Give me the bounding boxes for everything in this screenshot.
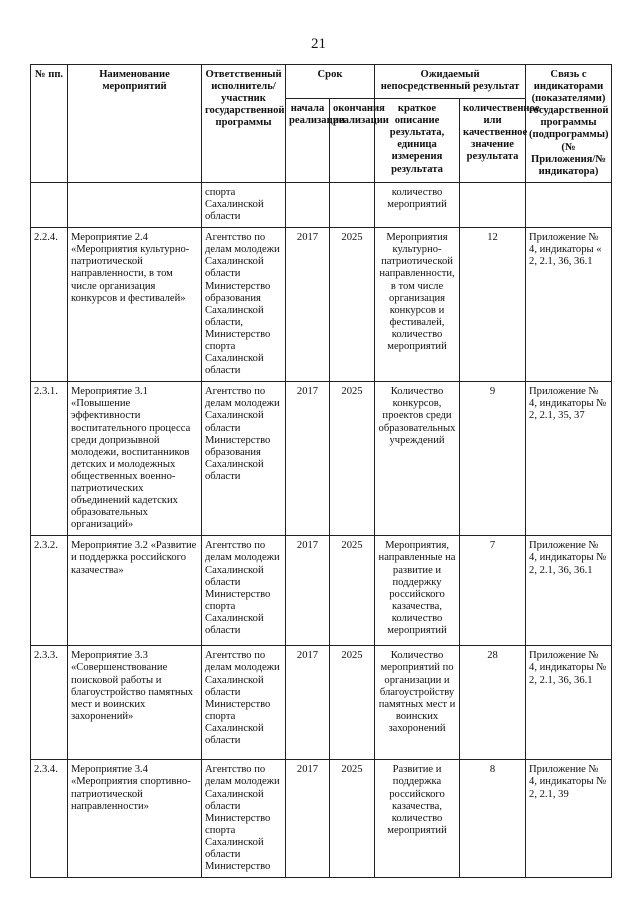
header-num: № пп. (31, 65, 68, 183)
row-end: 2025 (330, 536, 375, 646)
row-responsible: Агентство по делам молодежи Сахалинской области Министерство спорта Сахалинской области (202, 646, 286, 760)
row-name: Мероприятие 3.2 «Развитие и поддержка российского казачества» (68, 536, 202, 646)
row-name: Мероприятие 3.3 «Совершенствование поисковой работы и благоустройство памятных мест и воинских захоронений» (68, 646, 202, 760)
row-end (330, 182, 375, 227)
row-responsible: Агентство по делам молодежи Сахалинской области Министерство спорта Сахалинской области Министерство (202, 760, 286, 878)
row-value: 7 (460, 536, 526, 646)
header-term-start: начала реализации (286, 99, 330, 183)
row-desc: Количество мероприятий по организации и благоустройству памятных мест и воинских захоронений (375, 646, 460, 760)
header-row-1 (31, 65, 612, 99)
header-name: Наименование мероприятий (68, 65, 202, 183)
row-link: Приложение № 4, индикаторы № 2, 2.1, 35, 37 (526, 382, 612, 536)
page-number: 21 (311, 36, 326, 52)
row-num: 2.3.3. (31, 646, 68, 760)
row-link: Приложение № 4, индикаторы № 2, 2.1, 39 (526, 760, 612, 878)
header-expected-value: количественное или качественное значение результата (460, 99, 526, 183)
row-name: Мероприятие 3.1 «Повышение эффективности воспитательного процесса среди допризывной молодежи, воспитанников детских и молодежных общественных военно-патриотических объединений кадетских образовательных организаций» (68, 382, 202, 536)
table-row (31, 646, 612, 760)
measures-table (30, 64, 612, 878)
row-link: Приложение № 4, индикаторы « 2, 2.1, 36, 36.1 (526, 228, 612, 382)
row-responsible: Агентство по делам молодежи Сахалинской области Министерство образования Сахалинской области, Министерство спорта Сахалинской области (202, 228, 286, 382)
row-value: 8 (460, 760, 526, 878)
header-term: Срок (286, 65, 375, 99)
row-end: 2025 (330, 646, 375, 760)
row-value (460, 182, 526, 227)
table-row (31, 760, 612, 878)
row-end: 2025 (330, 382, 375, 536)
row-value: 12 (460, 228, 526, 382)
row-start: 2017 (286, 646, 330, 760)
row-desc: Количество конкурсов, проектов среди образовательных учреждений (375, 382, 460, 536)
row-num: 2.3.4. (31, 760, 68, 878)
row-end: 2025 (330, 228, 375, 382)
row-start: 2017 (286, 536, 330, 646)
row-responsible: спорта Сахалинской области (202, 182, 286, 227)
header-expected-desc: краткое описание результата, единица измерения результата (375, 99, 460, 183)
header-responsible: Ответственный исполнитель/участник государственной программы (202, 65, 286, 183)
row-value: 9 (460, 382, 526, 536)
row-desc: Мероприятия, направленные на развитие и поддержку российского казачества, количество мероприятий (375, 536, 460, 646)
table-row (31, 536, 612, 646)
row-link: Приложение № 4, индикаторы № 2, 2.1, 36, 36.1 (526, 536, 612, 646)
row-start (286, 182, 330, 227)
row-desc: Мероприятия культурно-патриотической направленности, в том числе организация конкурсов и фестивалей, количество мероприятий (375, 228, 460, 382)
row-responsible: Агентство по делам молодежи Сахалинской области Министерство спорта Сахалинской области (202, 536, 286, 646)
row-link: Приложение № 4, индикаторы № 2, 2.1, 36, 36.1 (526, 646, 612, 760)
row-num (31, 182, 68, 227)
row-name (68, 182, 202, 227)
header-term-end: окончания реализации (330, 99, 375, 183)
row-responsible: Агентство по делам молодежи Сахалинской области Министерство образования Сахалинской области (202, 382, 286, 536)
row-link (526, 182, 612, 227)
header-link: Связь с индикаторами (показателями) государственной программы (подпрограммы) (№ Приложения/№ индикатора) (526, 65, 612, 183)
row-name: Мероприятие 3.4 «Мероприятия спортивно-патриотической направленности» (68, 760, 202, 878)
row-start: 2017 (286, 382, 330, 536)
row-start: 2017 (286, 760, 330, 878)
row-value: 28 (460, 646, 526, 760)
row-end: 2025 (330, 760, 375, 878)
row-name: Мероприятие 2.4 «Мероприятия культурно-патриотической направленности, в том числе организация конкурсов и фестивалей» (68, 228, 202, 382)
row-num: 2.3.1. (31, 382, 68, 536)
table-row (31, 382, 612, 536)
row-num: 2.3.2. (31, 536, 68, 646)
table-row (31, 182, 612, 227)
row-num: 2.2.4. (31, 228, 68, 382)
table-row (31, 228, 612, 382)
row-start: 2017 (286, 228, 330, 382)
row-desc: количество мероприятий (375, 182, 460, 227)
row-desc: Развитие и поддержка российского казачества, количество мероприятий (375, 760, 460, 878)
header-expected: Ожидаемый непосредственный результат (375, 65, 526, 99)
